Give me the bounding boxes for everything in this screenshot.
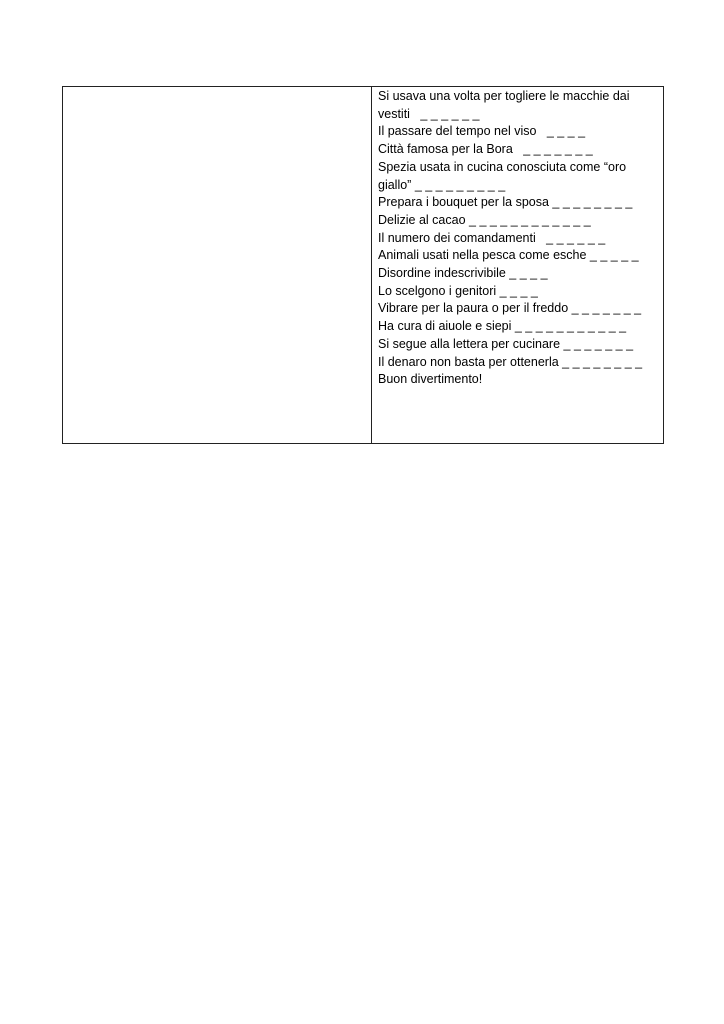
clue-item: Il passare del tempo nel viso _ _ _ _ bbox=[378, 124, 586, 139]
clue-item: Il denaro non basta per ottenerla _ _ _ _ _ _ _ _ bbox=[378, 354, 643, 369]
puzzle-table bbox=[62, 86, 664, 444]
clue-item: Disordine indescrivibile _ _ _ _ bbox=[378, 266, 548, 281]
clue-item: Delizie al cacao _ _ _ _ _ _ _ _ _ _ _ _ bbox=[378, 212, 591, 227]
clue-item: Animali usati nella pesca come esche _ _ _ _ _ bbox=[378, 248, 639, 263]
clue-item: Si segue alla lettera per cucinare _ _ _ _ _ _ _ bbox=[378, 336, 634, 351]
closing-text: Buon divertimento! bbox=[378, 372, 483, 387]
clue-list bbox=[372, 87, 663, 393]
clue-item: Prepara i bouquet per la sposa _ _ _ _ _ _ _ _ bbox=[378, 195, 633, 210]
clues-cell bbox=[372, 87, 664, 444]
clue-item: Lo scelgono i genitori _ _ _ _ bbox=[378, 283, 538, 298]
clue-item: Il numero dei comandamenti _ _ _ _ _ _ bbox=[378, 230, 606, 245]
clue-item: Ha cura di aiuole e siepi _ _ _ _ _ _ _ _ _ _ _ bbox=[378, 319, 627, 334]
clue-item: Vibrare per la paura o per il freddo _ _ _ _ _ _ _ bbox=[378, 301, 642, 316]
empty-grid-cell bbox=[63, 87, 372, 444]
clue-item: Città famosa per la Bora _ _ _ _ _ _ _ bbox=[378, 142, 593, 157]
table-row bbox=[63, 87, 664, 444]
clue-item: Spezia usata in cucina conosciuta come “oro giallo” _ _ _ _ _ _ _ _ _ bbox=[378, 159, 630, 192]
clue-item: Si usava una volta per togliere le macchie dai vestiti _ _ _ _ _ _ bbox=[378, 89, 634, 121]
